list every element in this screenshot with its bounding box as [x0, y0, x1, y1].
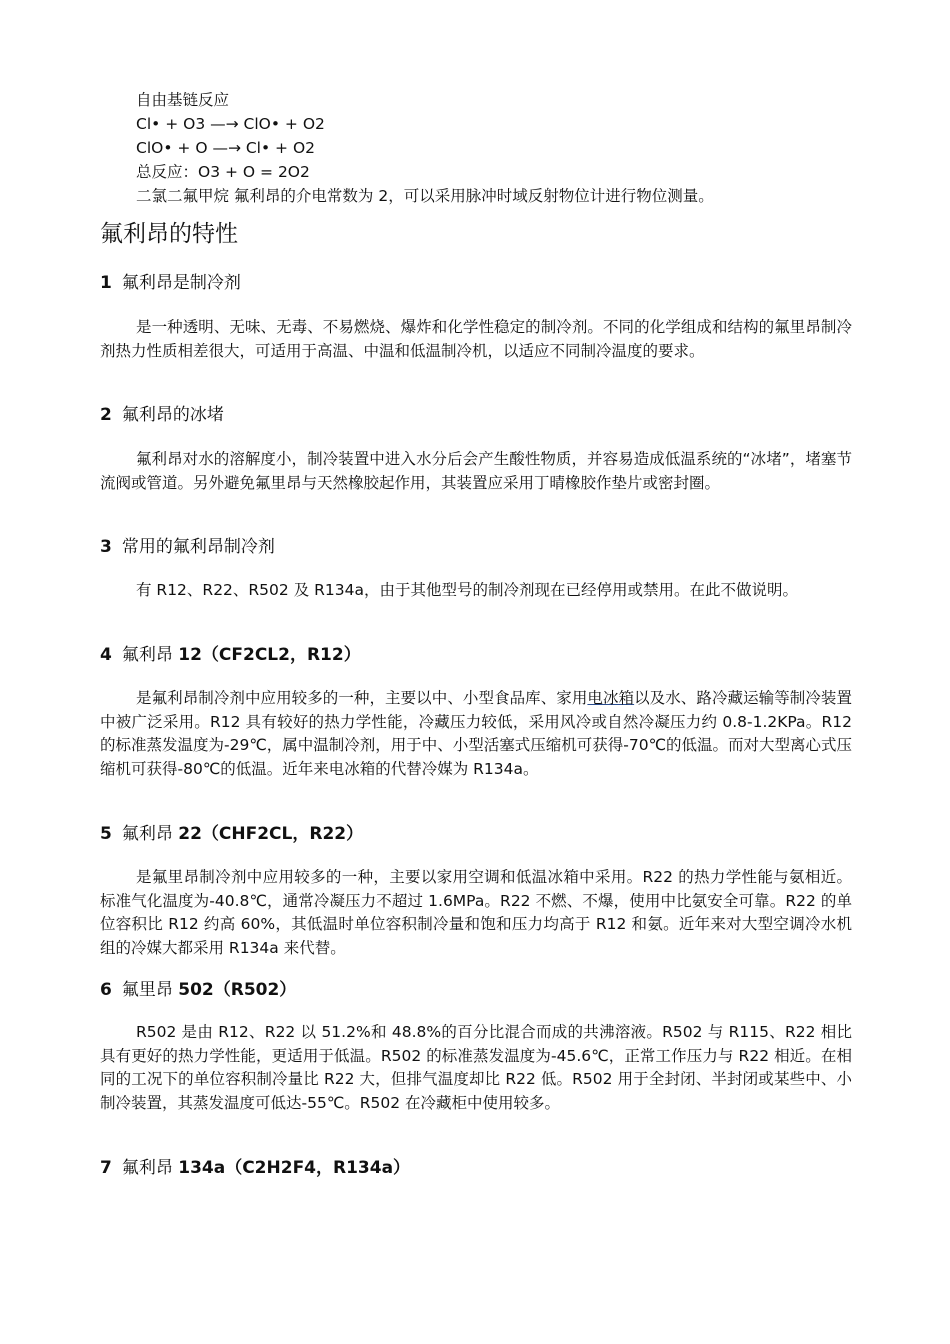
total-reaction-line: 总反应：O3 + O = 2O2 — [136, 163, 310, 181]
body-text: 以及水、路冷藏运输等制冷装置中被广泛采用。R12 具有较好的热力学性能，冷藏压力较低，采用风冷或自然冷凝压力约 0.8-1.2KPa。R12 的标准蒸发温度为-29℃，属中温制冷剂，用于中、小型活塞式压缩机可获得-70℃的低温。而对大型离心式压缩机可获得-80℃的低温。近年来电冰箱的代替冷媒为 R134a。 — [100, 689, 852, 778]
section-title-text: 氟利昂 — [121, 824, 179, 844]
section-1-title — [100, 270, 241, 296]
section-number: 2 — [100, 405, 112, 425]
section-5-title — [100, 821, 363, 847]
section-number: 5 — [100, 824, 112, 844]
section-number: 4 — [100, 645, 112, 665]
body-text: 是氟利昂制冷剂中应用较多的一种，主要以中、小型食品库、家用 — [136, 689, 588, 707]
section-title-bold: 22（CHF2CL，R22） — [178, 824, 364, 844]
section-number: 1 — [100, 273, 112, 293]
section-6-title — [100, 977, 296, 1003]
section-3-body: 有 R12、R22、R502 及 R134a，由于其他型号的制冷剂现在已经停用或禁用。在此不做说明。 — [136, 581, 798, 599]
section-3-title — [100, 534, 275, 560]
reaction-line: Cl• + O3 —→ ClO• + O2 — [136, 115, 325, 133]
section-number: 6 — [100, 980, 112, 1000]
section-2-title — [100, 402, 224, 428]
section-title-text: 氟利昂是制冷剂 — [121, 273, 241, 293]
intro-line: 自由基链反应 — [136, 91, 230, 109]
section-2-body: 氟利昂对水的溶解度小，制冷装置中进入水分后会产生酸性物质，并容易造成低温系统的“冰堵”，堵塞节流阀或管道。另外避免氟里昂与天然橡胶起作用，其装置应采用丁晴橡胶作垫片或密封圈。 — [100, 450, 852, 492]
section-4-title — [100, 642, 361, 668]
section-6-body: R502 是由 R12、R22 以 51.2%和 48.8%的百分比混合而成的共沸溶液。R502 与 R115、R22 相比具有更好的热力学性能，更适用于低温。R502 的标准蒸发温度为-45.6℃，正常工作压力与 R22 相近。在相同的工况下的单位容积制冷量比 R22 大，但排气温度却比 R22 低。R502 用于全封闭、半封闭或某些中、小制冷装置，其蒸发温度可低达-55℃。R502 在冷藏柜中使用较多。 — [100, 1023, 852, 1112]
section-number: 3 — [100, 537, 112, 557]
section-title-bold: 12（CF2CL2，R12） — [178, 645, 361, 665]
section-title-text: 氟利昂的冰堵 — [121, 405, 224, 425]
section-number: 7 — [100, 1158, 112, 1178]
section-title-bold: 502（R502） — [178, 980, 297, 1000]
section-title-text: 氟利昂 — [121, 645, 179, 665]
main-title: 氟利昂的特性 — [100, 221, 238, 247]
section-title-text: 氟里昂 — [121, 980, 179, 1000]
section-7-title — [100, 1155, 410, 1181]
section-4-body — [100, 687, 852, 781]
section-title-text: 氟利昂 — [121, 1158, 179, 1178]
refrigerator-link[interactable]: 电冰箱 — [587, 689, 635, 707]
section-title-bold: 134a（C2H2F4，R134a） — [178, 1158, 411, 1178]
intro-block — [136, 88, 856, 208]
reaction-line: ClO• + O —→ Cl• + O2 — [136, 139, 316, 157]
section-1-body: 是一种透明、无味、无毒、不易燃烧、爆炸和化学性稳定的制冷剂。不同的化学组成和结构的氟里昂制冷剂热力性质相差很大，可适用于高温、中温和低温制冷机，以适应不同制冷温度的要求。 — [100, 318, 852, 360]
section-5-body: 是氟里昂制冷剂中应用较多的一种，主要以家用空调和低温冰箱中采用。R22 的热力学性能与氨相近。标准气化温度为-40.8℃，通常冷凝压力不超过 1.6MPa。R22 不燃、不爆，使用中比氨安全可靠。R22 的单位容积比 R12 约高 60%，其低温时单位容积制冷量和饱和压力均高于 R12 和氨。近年来对大型空调冷水机组的冷媒大都采用 R134a 来代替。 — [100, 868, 852, 957]
dielectric-line: 二氯二氟甲烷 氟利昂的介电常数为 2，可以采用脉冲时域反射物位计进行物位测量。 — [136, 187, 714, 205]
section-title-text: 常用的氟利昂制冷剂 — [121, 537, 275, 557]
